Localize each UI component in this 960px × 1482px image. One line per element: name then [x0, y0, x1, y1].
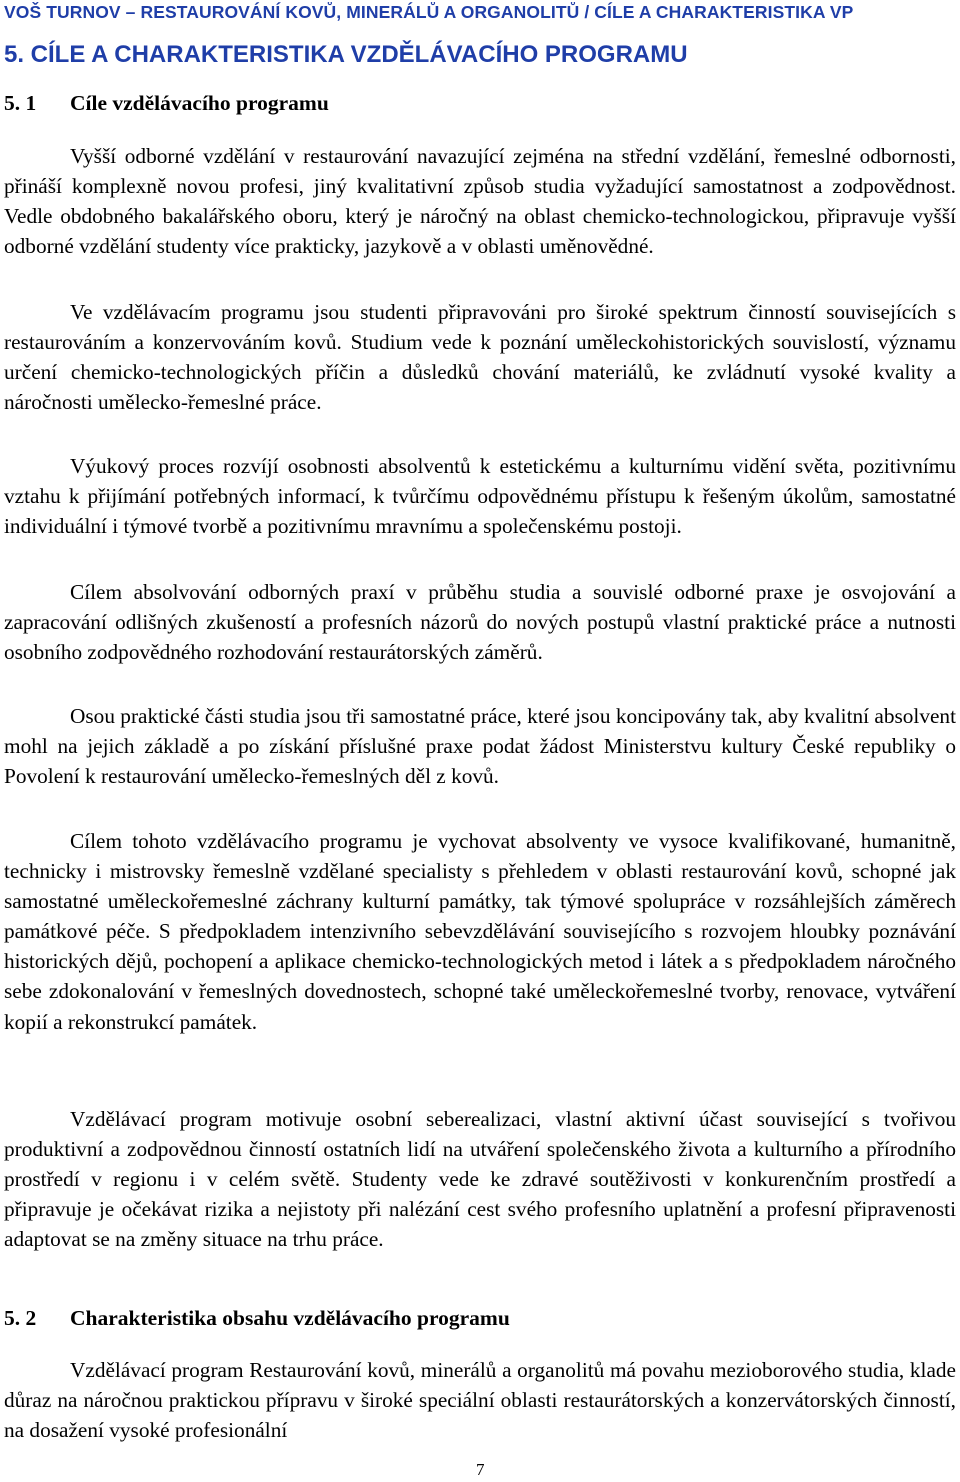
paragraph: Vzdělávací program Restaurování kovů, minerálů a organolitů má povahu mezioborového studia, klade důraz na náročnou praktickou přípravu v široké speciální oblasti restaurátorských a konzervátorských činností, na dosažení vysoké profesionální: [4, 1358, 956, 1443]
chapter-title: 5. CÍLE A CHARAKTERISTIKA VZDĚLÁVACÍHO PROGRAMU: [4, 41, 688, 68]
paragraph: Cílem absolvování odborných praxí v průběhu studia a souvislé odborné praxe je osvojování a zapracování odlišných zkušeností a profesních názorů do nových postupů vlastní praktické práce a nutnosti osobního zodpovědného rozhodování restaurátorských záměrů.: [4, 580, 956, 665]
section-title: Charakteristika obsahu vzdělávacího programu: [70, 1306, 510, 1330]
page-number: 7: [476, 1460, 485, 1479]
paragraph: Vyšší odborné vzdělání v restaurování navazující zejména na střední vzdělání, řemeslné odbornosti, přináší komplexně novou profesi, jiný kvalitativní způsob studia vyžadující samostatnost a zodpovědnost. Vedle obdobného bakalářského oboru, který je náročný na oblast chemicko-technologickou, připravuje vyšší odborné vzdělání studenty více prakticky, jazykově a v oblasti uměnovědné.: [4, 144, 956, 259]
section-heading-characteristics: [4, 1306, 510, 1331]
section-number: 5. 2: [4, 1306, 37, 1330]
paragraph: Ve vzdělávacím programu jsou studenti připravováni pro široké spektrum činností souvisejících s restaurováním a konzervováním kovů. Studium vede k poznání uměleckohistorických souvislostí, významu určení chemicko-technologických příčin a důsledků chování materiálů, ke zvládnutí vysoké kvality a náročnosti umělecko-řemeslné práce.: [4, 300, 956, 415]
paragraph: Osou praktické části studia jsou tři samostatné práce, které jsou koncipovány tak, aby kvalitní absolvent mohl na jejich základě a po získání příslušné praxe podat žádost Ministerstvu kultury České republiky o Povolení k restaurování umělecko-řemeslných děl z kovů.: [4, 704, 956, 789]
paragraph: Cílem tohoto vzdělávacího programu je vychovat absolventy ve vysoce kvalifikované, humanitně, technicky i mistrovsky řemeslně vzdělané specialisty s přehledem v oblasti restaurování kovů, schopné jak samostatné uměleckořemeslné záchrany kulturní památky, tak týmové spolupráce v rozsáhlejších záměrech památkové péče. S předpokladem intenzivního sebevzdělávání souvisejícího s rozvojem hloubky poznávání historických dějů, pochopení a aplikace chemicko-technologických metod i látek a s předpokladem náročného sebe zdokonalování v řemeslných dovednostech, schopné také uměleckořemeslné tvorby, renovace, vytváření kopií a rekonstrukcí památek.: [4, 829, 956, 1034]
section-number: 5. 1: [4, 91, 37, 115]
running-header: VOŠ TURNOV – RESTAUROVÁNÍ KOVŮ, MINERÁLŮ A ORGANOLITŮ / CÍLE A CHARAKTERISTIKA VP: [4, 2, 854, 22]
paragraph: Vzdělávací program motivuje osobní seberealizaci, vlastní aktivní účast související s tvořivou produktivní a zodpovědnou činností ostatních lidí na utváření společenského života a kulturního a přírodního prostředí v regionu i v celém světě. Studenty vede ke zdravé soutěživosti v konkurenčním prostředí a připravuje je očekávat rizika a nejistoty při nalézání cest svého profesního uplatnění a profesní připravenosti adaptovat se na změny situace na trhu práce.: [4, 1107, 956, 1252]
section-heading-goals: [4, 91, 329, 116]
paragraph: Výukový proces rozvíjí osobnosti absolventů k estetickému a kulturnímu vidění světa, pozitivnímu vztahu k přijímání potřebných informací, k tvůrčímu odpovědnému přístupu k řešeným úkolům, samostatné individuální i týmové tvorbě a pozitivnímu mravnímu a společenskému postoji.: [4, 454, 956, 539]
section-title: Cíle vzdělávacího programu: [70, 91, 329, 115]
